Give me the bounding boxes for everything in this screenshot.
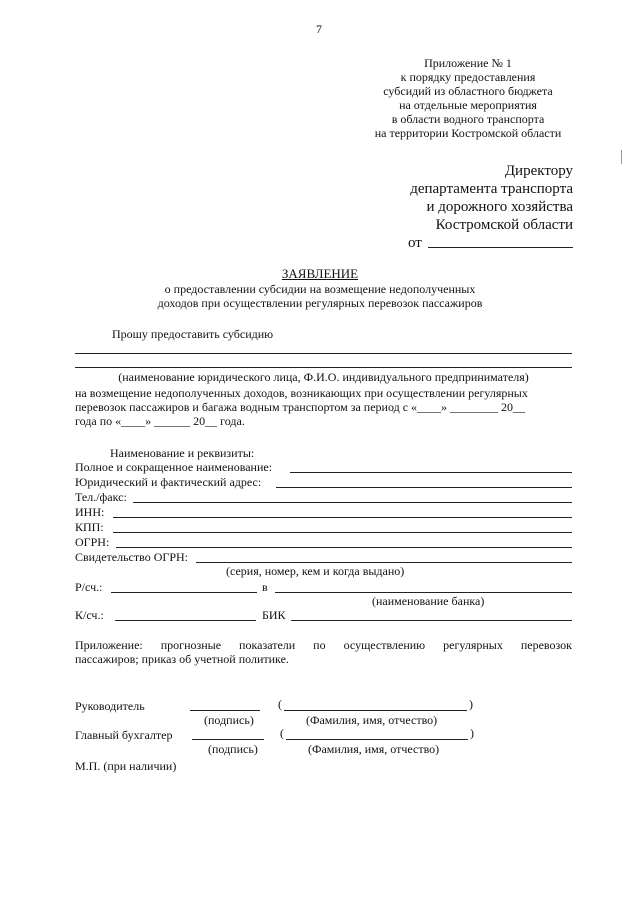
addressee-block	[380, 162, 573, 234]
applicant-line-1[interactable]	[75, 353, 572, 354]
addressee-line: Костромской области	[435, 217, 573, 233]
full-name-field[interactable]	[290, 472, 572, 473]
inn-label: ИНН:	[75, 505, 105, 519]
bank-in-label: в	[262, 580, 268, 594]
bank-caption: (наименование банка)	[372, 594, 485, 608]
addressee-line: департамента транспорта	[410, 181, 573, 197]
phone-field[interactable]	[133, 502, 572, 503]
bik-label: БИК	[262, 608, 286, 622]
account-label: Р/сч.:	[75, 580, 103, 594]
purpose-line: перевозок пассажиров и багажа водным транспортом за период с «____» ________ 20__	[75, 400, 526, 414]
account-field[interactable]	[111, 592, 257, 593]
document-title: ЗАЯВЛЕНИЕ	[281, 266, 359, 281]
accountant-close-paren: )	[470, 726, 474, 740]
from-line[interactable]	[428, 247, 573, 248]
addressee-line: и дорожного хозяйства	[426, 199, 573, 215]
accountant-open-paren: (	[280, 726, 284, 740]
attachment-line: Приложение: прогнозные показатели по осуществлению регулярных перевозок	[75, 638, 572, 652]
head-label: Руководитель	[75, 699, 145, 713]
kpp-field[interactable]	[113, 532, 572, 533]
full-name-label: Полное и сокращенное наименование:	[75, 460, 273, 474]
requisites-heading: Наименование и реквизиты:	[110, 446, 255, 460]
request-text: Прошу предоставить субсидию	[112, 327, 274, 341]
head-open-paren: (	[278, 697, 282, 711]
ogrn-field[interactable]	[116, 547, 572, 548]
ogrn-cert-field[interactable]	[196, 562, 572, 563]
kpp-label: КПП:	[75, 520, 104, 534]
appendix-line: в области водного транспорта	[391, 112, 545, 126]
appendix-line: к порядку предоставления	[400, 70, 536, 84]
appendix-line: субсидий из областного бюджета	[383, 84, 553, 98]
addressee-line: Директору	[504, 163, 573, 179]
purpose-line: на возмещение недополученных доходов, возникающих при осуществлении регулярных	[75, 386, 528, 400]
accountant-signature-caption: (подпись)	[208, 742, 258, 756]
appendix-line: Приложение № 1	[424, 56, 512, 70]
applicant-line-2[interactable]	[75, 367, 572, 368]
applicant-caption: (наименование юридического лица, Ф.И.О. индивидуального предпринимателя)	[118, 370, 529, 384]
address-field[interactable]	[276, 487, 572, 488]
ogrn-cert-caption: (серия, номер, кем и когда выдано)	[226, 564, 405, 578]
attachment-line: пассажиров; приказ об учетной политике.	[75, 652, 289, 666]
accountant-name-field[interactable]	[286, 739, 468, 740]
appendix-block	[360, 56, 576, 140]
head-signature-caption: (подпись)	[204, 713, 254, 727]
appendix-line: на территории Костромской области	[374, 126, 562, 140]
accountant-name-caption: (Фамилия, имя, отчество)	[308, 742, 440, 756]
ogrn-cert-label: Свидетельство ОГРН:	[75, 550, 188, 564]
accountant-label: Главный бухгалтер	[75, 728, 173, 742]
corr-account-field[interactable]	[115, 620, 256, 621]
head-close-paren: )	[469, 697, 473, 711]
ogrn-label: ОГРН:	[75, 535, 110, 549]
head-signature-field[interactable]	[190, 710, 260, 711]
appendix-line: на отдельные мероприятия	[399, 98, 537, 112]
bik-field[interactable]	[291, 620, 572, 621]
bank-field[interactable]	[275, 592, 572, 593]
page-number: 7	[316, 22, 322, 36]
accountant-signature-field[interactable]	[192, 739, 264, 740]
corr-account-label: К/сч.:	[75, 608, 104, 622]
subtitle-line: доходов при осуществлении регулярных перевозок пассажиров	[157, 296, 483, 310]
head-name-field[interactable]	[284, 710, 467, 711]
from-label: от	[408, 235, 422, 251]
inn-field[interactable]	[113, 517, 572, 518]
address-label: Юридический и фактический адрес:	[75, 475, 262, 489]
phone-label: Тел./факс:	[75, 490, 127, 504]
scan-mark	[621, 150, 622, 164]
subtitle-line: о предоставлении субсидии на возмещение недополученных	[164, 282, 476, 296]
purpose-line: года по «____» ______ 20__ года.	[75, 414, 245, 428]
stamp-label: М.П. (при наличии)	[75, 759, 177, 773]
head-name-caption: (Фамилия, имя, отчество)	[306, 713, 438, 727]
